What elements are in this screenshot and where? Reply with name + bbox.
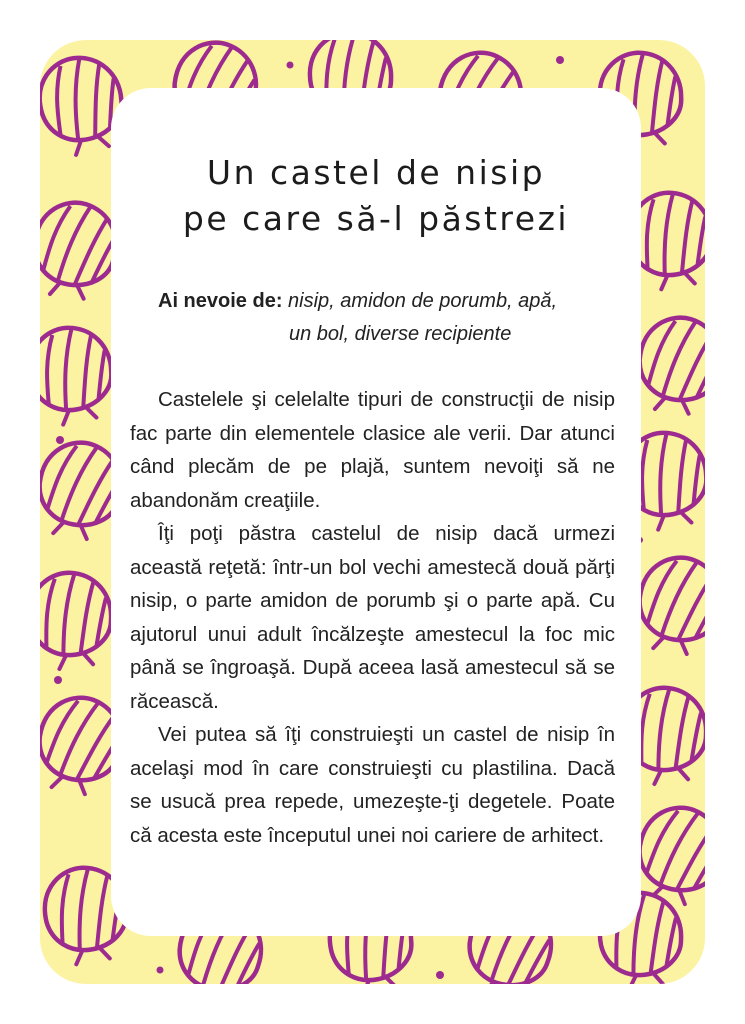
paragraph-2: Îţi poţi păstra castelul de nisip dacă urmezi această reţetă: într-un bol vechi amestecă două părţi nisip, o parte amidon de porumb şi o parte apă. Cu ajutorul unui adult încălzeşte amestecul la foc mic până se îngroaşă. După aceea lasă amestecul să se răcească. bbox=[130, 522, 615, 713]
materials-label: Ai nevoie de: bbox=[158, 290, 283, 312]
materials-line-1: nisip, amidon de porumb, apă, bbox=[288, 290, 558, 312]
materials-line-2: un bol, diverse recipiente bbox=[289, 323, 512, 345]
materials-list bbox=[158, 285, 628, 351]
paragraph-1: Castelele şi celelalte tipuri de construcţii de nisip fac parte din elementele clasice ale verii. Dar atunci când plecăm de pe plajă, suntem nevoiţi să ne abandonăm creaţiile. bbox=[130, 388, 615, 512]
title-line-1: Un castel de nisip bbox=[206, 153, 546, 192]
paragraph-3: Vei putea să îţi construieşti un castel de nisip în acelaşi mod în care construieşti cu plastilina. Dacă se usucă prea repede, umezeşte-ţi degetele. Poate că acesta este începutul unei noi cariere de arhitect. bbox=[130, 723, 615, 847]
title-line-2: pe care să-l păstrezi bbox=[182, 199, 570, 238]
page-title bbox=[111, 150, 641, 242]
instructions-text bbox=[130, 383, 615, 852]
